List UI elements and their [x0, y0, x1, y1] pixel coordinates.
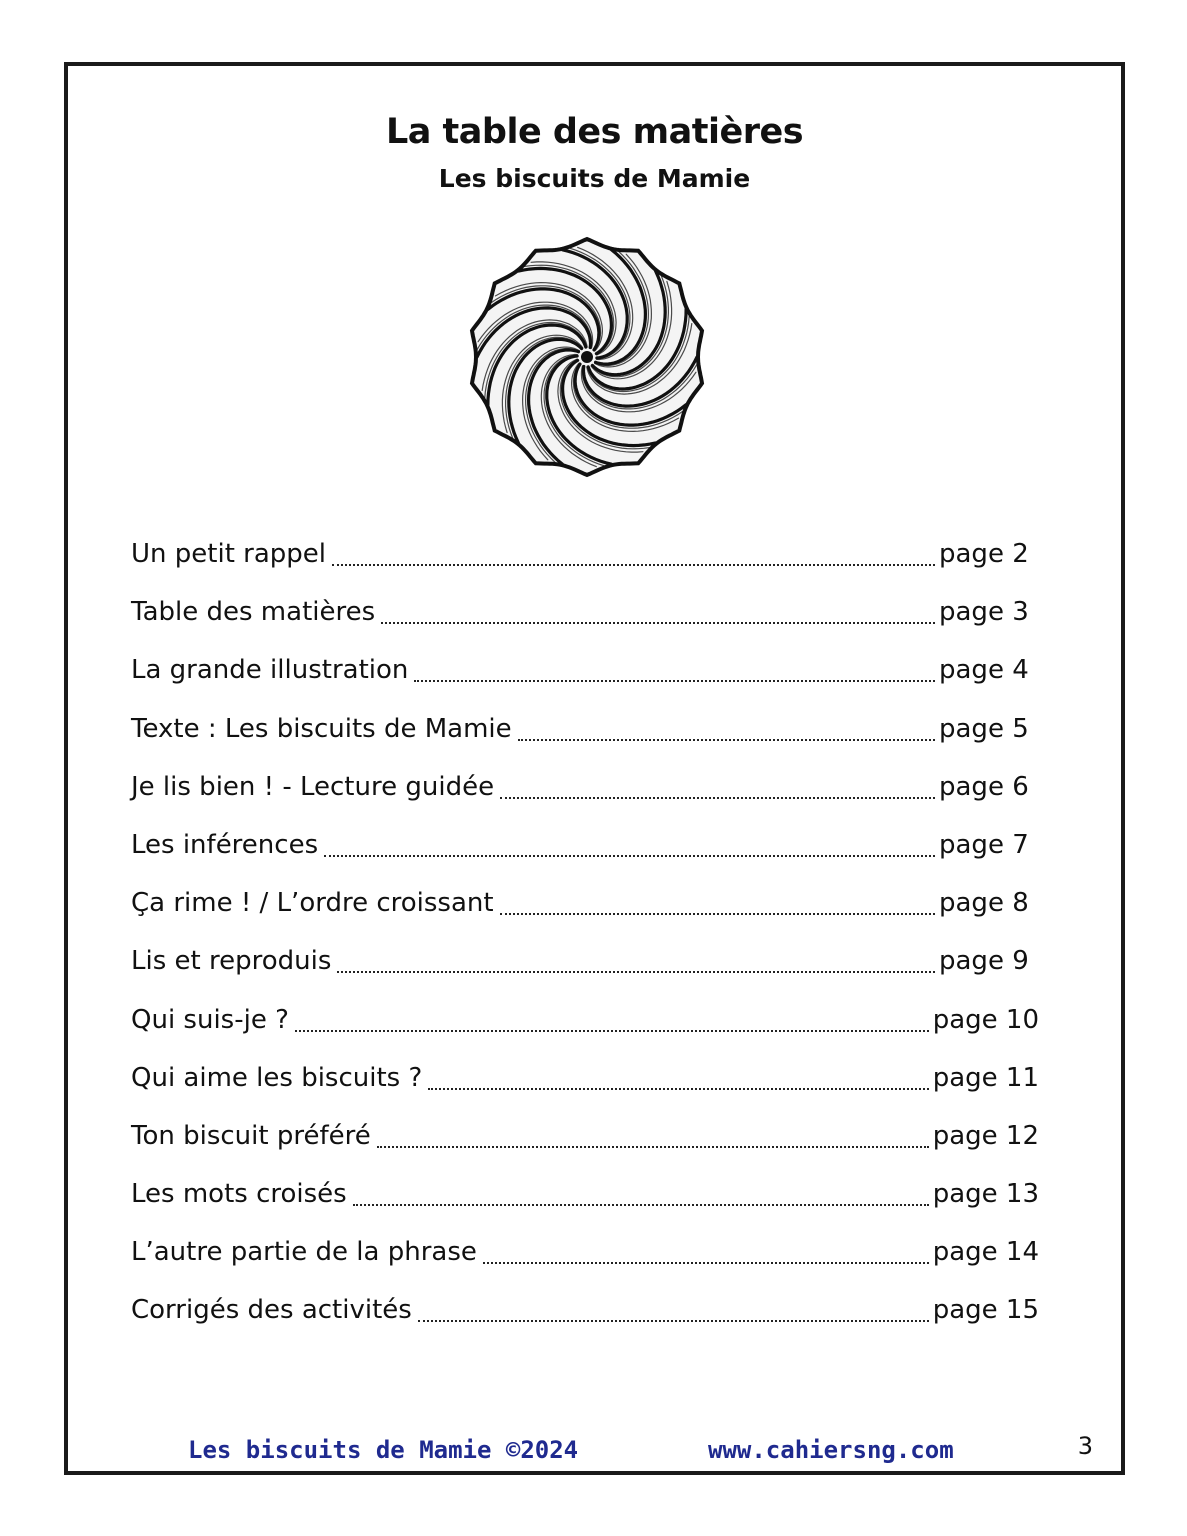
- toc-entry-label: Ça rime ! / L’ordre croissant: [131, 888, 494, 919]
- page-subtitle: Les biscuits de Mamie: [438, 164, 751, 193]
- toc-entry[interactable]: [131, 650, 1039, 708]
- toc-entry-label: Table des matières: [131, 597, 376, 628]
- footer-copyright: Les biscuits de Mamie ©2024: [188, 1436, 579, 1464]
- toc-entry[interactable]: [131, 883, 1039, 941]
- dot-leader: [500, 883, 935, 915]
- toc-entry-label: Qui aime les biscuits ?: [131, 1062, 423, 1093]
- toc-entry-page: page 4: [939, 655, 1029, 686]
- dot-leader: [332, 534, 935, 566]
- toc-entry[interactable]: [131, 534, 1039, 592]
- toc-entry-label: Corrigés des activités: [131, 1295, 412, 1326]
- toc-entry-page: page 8: [939, 888, 1029, 919]
- dot-leader: [353, 1174, 929, 1206]
- page-title: La table des matières: [385, 112, 804, 152]
- swirl-cookie-icon: [460, 230, 714, 484]
- toc-entry-page: page 10: [932, 1004, 1039, 1035]
- toc-entry-label: Texte : Les biscuits de Mamie: [131, 713, 512, 744]
- toc-entry-page: page 9: [939, 946, 1029, 977]
- toc-entry-label: La grande illustration: [131, 655, 409, 686]
- page-number: 3: [1077, 1432, 1093, 1460]
- dot-leader: [337, 941, 935, 973]
- toc-entry-page: page 7: [939, 829, 1029, 860]
- toc-entry-page: page 5: [939, 713, 1029, 744]
- toc-entry-label: Un petit rappel: [131, 539, 326, 569]
- toc-entry-label: Les mots croisés: [131, 1179, 347, 1210]
- toc-entry[interactable]: [131, 592, 1039, 650]
- toc-entry-page: page 15: [932, 1295, 1039, 1326]
- dot-leader: [418, 1290, 929, 1322]
- toc-entry-label: Qui suis-je ?: [131, 1004, 289, 1035]
- toc-entry-page: page 6: [939, 771, 1029, 802]
- toc-entry[interactable]: [131, 1058, 1039, 1116]
- toc-entry-page: page 2: [939, 539, 1029, 569]
- page-frame: [64, 62, 1125, 1475]
- toc-entry-page: page 14: [932, 1237, 1039, 1268]
- toc-entry[interactable]: [131, 825, 1039, 883]
- toc-entry[interactable]: [131, 1174, 1039, 1232]
- toc-entry[interactable]: [131, 1000, 1039, 1058]
- footer-website-link[interactable]: www.cahiersng.com: [708, 1436, 954, 1464]
- toc-entry-page: page 13: [932, 1179, 1039, 1210]
- dot-leader: [295, 1000, 929, 1032]
- dot-leader: [381, 592, 935, 624]
- toc-entry-label: L’autre partie de la phrase: [131, 1237, 477, 1268]
- dot-leader: [377, 1116, 929, 1148]
- toc-entry[interactable]: [131, 767, 1039, 825]
- toc-entry-page: page 11: [932, 1062, 1039, 1093]
- toc-entry-label: Je lis bien ! - Lecture guidée: [131, 771, 495, 802]
- toc-entry[interactable]: [131, 1232, 1039, 1290]
- dot-leader: [428, 1058, 928, 1090]
- toc-entry[interactable]: [131, 941, 1039, 999]
- toc-entry-label: Les inférences: [131, 829, 319, 860]
- toc-entry-page: page 12: [932, 1120, 1039, 1151]
- toc-entry-label: Lis et reproduis: [131, 946, 332, 977]
- toc-entry-label: Ton biscuit préféré: [131, 1120, 371, 1151]
- toc-entry-page: page 3: [939, 597, 1029, 628]
- toc-entry[interactable]: [131, 1116, 1039, 1174]
- dot-leader: [483, 1232, 929, 1264]
- dot-leader: [518, 709, 935, 741]
- table-of-contents: [131, 534, 1039, 1349]
- dot-leader: [414, 650, 935, 682]
- toc-entry[interactable]: [131, 1290, 1039, 1348]
- toc-entry[interactable]: [131, 709, 1039, 767]
- dot-leader: [500, 767, 935, 799]
- dot-leader: [324, 825, 935, 857]
